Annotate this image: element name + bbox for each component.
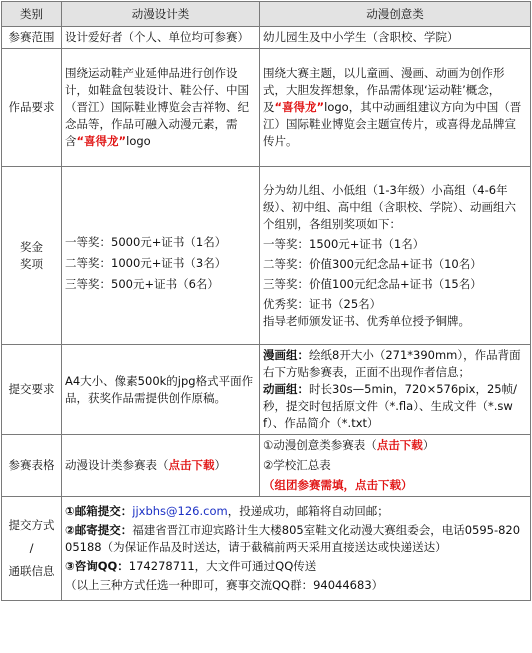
label-forms: 参赛表格 [2,435,62,497]
prize-line: 二等奖：1000元+证书（3名） [65,256,227,270]
row-forms [2,435,531,497]
brand-name: “喜得龙” [274,100,325,114]
requirements-creative [260,49,531,167]
requirements-creative-text: 围绕大赛主题，以儿童画、漫画、动画为创作形式，大胆发挥想象，作品需体现‘运动鞋’概念，及 [263,66,505,114]
forms-design [62,435,260,497]
contact-info [62,497,531,601]
qq-text: 174278711，大文件可通过QQ传送 [128,559,317,573]
header-category: 类别 [2,2,62,27]
contact-qq [65,558,527,575]
group-download-link[interactable]: （组团参赛需填，点击下载） [263,478,413,492]
label-contact [2,497,62,601]
email-link[interactable]: jjxbhs@126.com [132,504,228,518]
contact-email [65,503,527,520]
row-prizes [2,167,531,345]
prizes-creative [260,167,531,345]
email-label: ①邮箱提交： [65,504,133,518]
qq-label: ③咨询QQ： [65,559,129,573]
header-creative: 动漫创意类 [260,2,531,27]
label-contact-line1: 提交方式 [8,518,55,532]
prize-line: 二等奖：价值300元纪念品+证书（10名） [263,256,482,271]
contact-note: （以上三种方式任选一种即可，赛事交流QQ群：94044683） [65,578,384,592]
prize-line: 三等奖：500元+证书（6名） [65,277,219,291]
prize-line: 一等奖：1500元+证书（1名） [263,236,425,251]
mail-text: 福建省晋江市迎宾路计生大楼805室鞋文化动漫大赛组委会，电话0595-82005188（为保证作品及时送达，请于截稿前两天采用直接送达或快递送达） [65,523,521,554]
animation-group-text: 时长30s—5min，720×576pix，25帧/秒，提交时包括原文件（*.fla）、生成文件（*.swf）、作品简介（*.txt） [263,382,517,430]
submission-creative [260,345,531,435]
email-note: ，投递成功，邮箱将自动回邮； [227,504,389,518]
label-submission: 提交要求 [2,345,62,435]
comic-group-label: 漫画组： [263,348,309,362]
forms-creative [260,435,531,497]
row-scope [2,27,531,49]
label-contact-line3: 通联信息 [8,564,55,578]
row-requirements [2,49,531,167]
label-prizes [2,167,62,345]
scope-design: 设计爱好者（个人、单位均可参赛） [62,27,260,49]
paren-close: ） [214,458,226,472]
label-prizes-line2: 奖项 [20,256,43,271]
competition-info-table [1,1,531,601]
download-link[interactable]: 点击下载 [376,438,423,452]
requirements-design [62,49,260,167]
forms-creative-line1 [263,437,527,454]
mail-label: ②邮寄提交： [65,523,133,537]
label-prizes-line1: 奖金 [20,239,43,254]
prizes-design [62,167,260,345]
animation-group-label: 动画组： [263,382,309,396]
forms-creative-text: ①动漫创意类参赛表（ [263,438,377,452]
requirements-design-text: 围绕运动鞋产业延伸品进行创作设计，如鞋盒包装设计、鞋公仔、中国（晋江）国际鞋业博览会吉祥物、纪念品等，作品可融入动漫元素，需含 [65,66,249,148]
header-row [2,2,531,27]
row-submission [2,345,531,435]
prize-line: 优秀奖：证书（25名） [263,296,382,311]
brand-name: “喜得龙” [76,134,127,148]
label-contact-line2: / [29,541,34,555]
requirements-design-suffix: logo [126,134,151,148]
download-link[interactable]: 点击下载 [168,458,215,472]
forms-creative-line2: ②学校汇总表 [263,458,331,472]
submission-design: A4大小、像素500k的jpg格式平面作品，获奖作品需提供创作原稿。 [62,345,260,435]
requirements-creative-suffix: logo，其中动画组建议方向为中国（晋江）国际鞋业博览会主题宣传片，或喜得龙品牌宣传片。 [263,100,522,148]
scope-creative: 幼儿园生及中小学生（含职校、学院） [260,27,531,49]
prize-line: 三等奖：价值100元纪念品+证书（15名） [263,276,482,291]
paren-close: ） [422,438,435,452]
label-requirements: 作品要求 [2,49,62,167]
header-design: 动漫设计类 [62,2,260,27]
prize-line: 指导老师颁发证书、优秀单位授予铜牌。 [263,313,470,328]
row-contact [2,497,531,601]
prizes-creative-intro: 分为幼儿组、小低组（1-3年级）小高组（4-6年级）、初中组、高中组（含职校、学院）、动画组六个组别，各组别奖项如下： [263,182,516,231]
label-scope: 参赛范围 [2,27,62,49]
prize-line: 一等奖：5000元+证书（1名） [65,235,227,249]
forms-design-text: 动漫设计类参赛表（ [65,458,169,472]
contact-mail [65,522,527,556]
comic-group-text: 绘纸8开大小（271*390mm），作品背面右下方贴参赛表，正面不出现作者信息； [263,348,521,379]
